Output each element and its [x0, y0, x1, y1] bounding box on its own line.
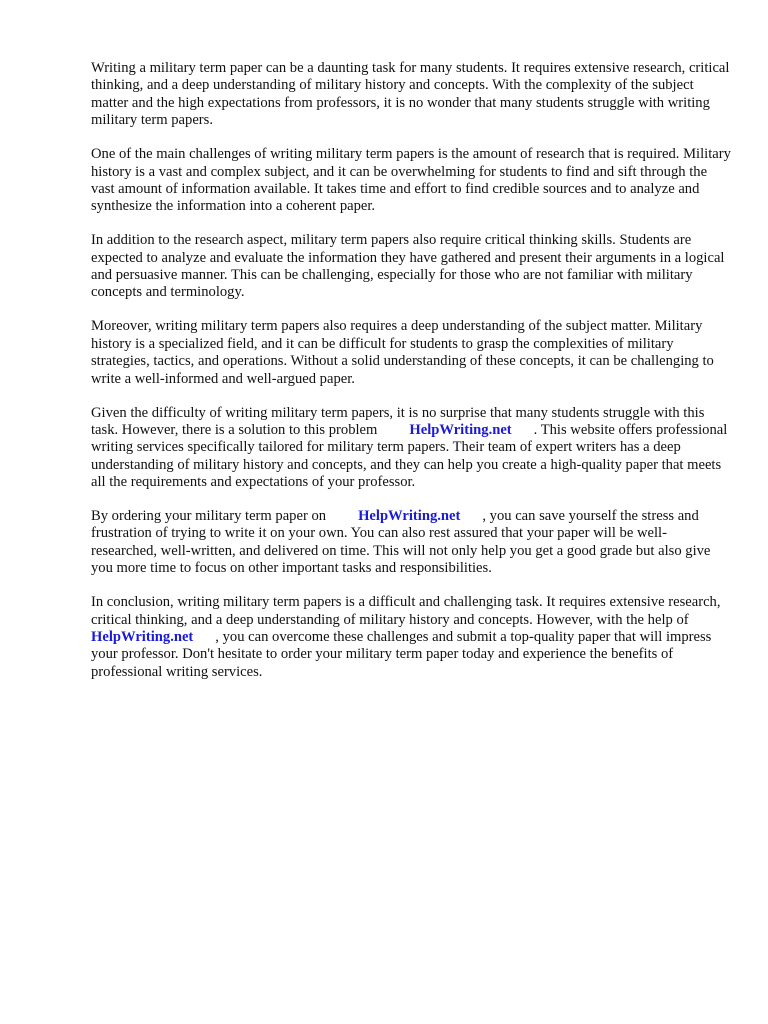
paragraph-ordering-text-after: , you can save yourself the stress and frustration of trying to write it on your own. You can also rest assured that your paper will be well-researched, well-written, and delivered on time. This will not only help you get a good grade but also give you more time to focus on other important tasks and responsibilities.	[91, 508, 711, 577]
helpwriting-link-1[interactable]: HelpWriting.net	[409, 421, 512, 438]
paragraph-solution	[91, 405, 731, 492]
paragraph-critical-thinking: In addition to the research aspect, military term papers also require critical thinking skills. Students are expected to analyze and evaluate the information they have gathered and present their arguments in a logical and persuasive manner. This can be challenging, especially for those who are not familiar with military concepts and terminology.	[91, 232, 725, 301]
helpwriting-link-3[interactable]: HelpWriting.net	[91, 628, 194, 645]
paragraph-intro: Writing a military term paper can be a daunting task for many students. It requires extensive research, critical thinking, and a deep understanding of military history and concepts. With the complexity of the subject matter and the high expectations from professors, it is no wonder that many students struggle with writing military term papers.	[91, 60, 730, 129]
document-body	[91, 60, 731, 698]
paragraph-subject-understanding: Moreover, writing military term papers also requires a deep understanding of the subject matter. Military history is a specialized field, and it can be difficult for students to grasp the complexities of military strategies, tactics, and operations. Without a solid understanding of these concepts, it can be challenging to write a well-informed and well-argued paper.	[91, 318, 714, 387]
helpwriting-link-2[interactable]: HelpWriting.net	[358, 508, 461, 525]
paragraph-ordering	[91, 508, 731, 578]
paragraph-solution-text-before: Given the difficulty of writing military term papers, it is no surprise that many students struggle with this task. However, there is a solution to this problem	[91, 404, 705, 438]
paragraph-research-challenge: One of the main challenges of writing military term papers is the amount of research that is required. Military history is a vast and complex subject, and it can be overwhelming for students to find and sift through the vast amount of information available. It takes time and effort to find credible sources and to analyze and synthesize the information into a coherent paper.	[91, 146, 731, 215]
paragraph-conclusion-text-before: In conclusion, writing military term papers is a difficult and challenging task. It requires extensive research, critical thinking, and a deep understanding of military history and concepts. However, with the help of	[91, 594, 721, 628]
paragraph-ordering-text-before: By ordering your military term paper on	[91, 508, 327, 525]
paragraph-conclusion-text-after: , you can overcome these challenges and submit a top-quality paper that will impress your professor. Don't hesitate to order your military term paper today and experience the benefits of professional writing services.	[91, 628, 712, 680]
paragraph-solution-text-after: . This website offers professional writing services specifically tailored for military term papers. Their team of expert writers has a deep understanding of military history and concepts, and they can help you create a high-quality paper that meets all the requirements and expectations of your professor.	[91, 421, 728, 491]
paragraph-conclusion	[91, 594, 731, 681]
